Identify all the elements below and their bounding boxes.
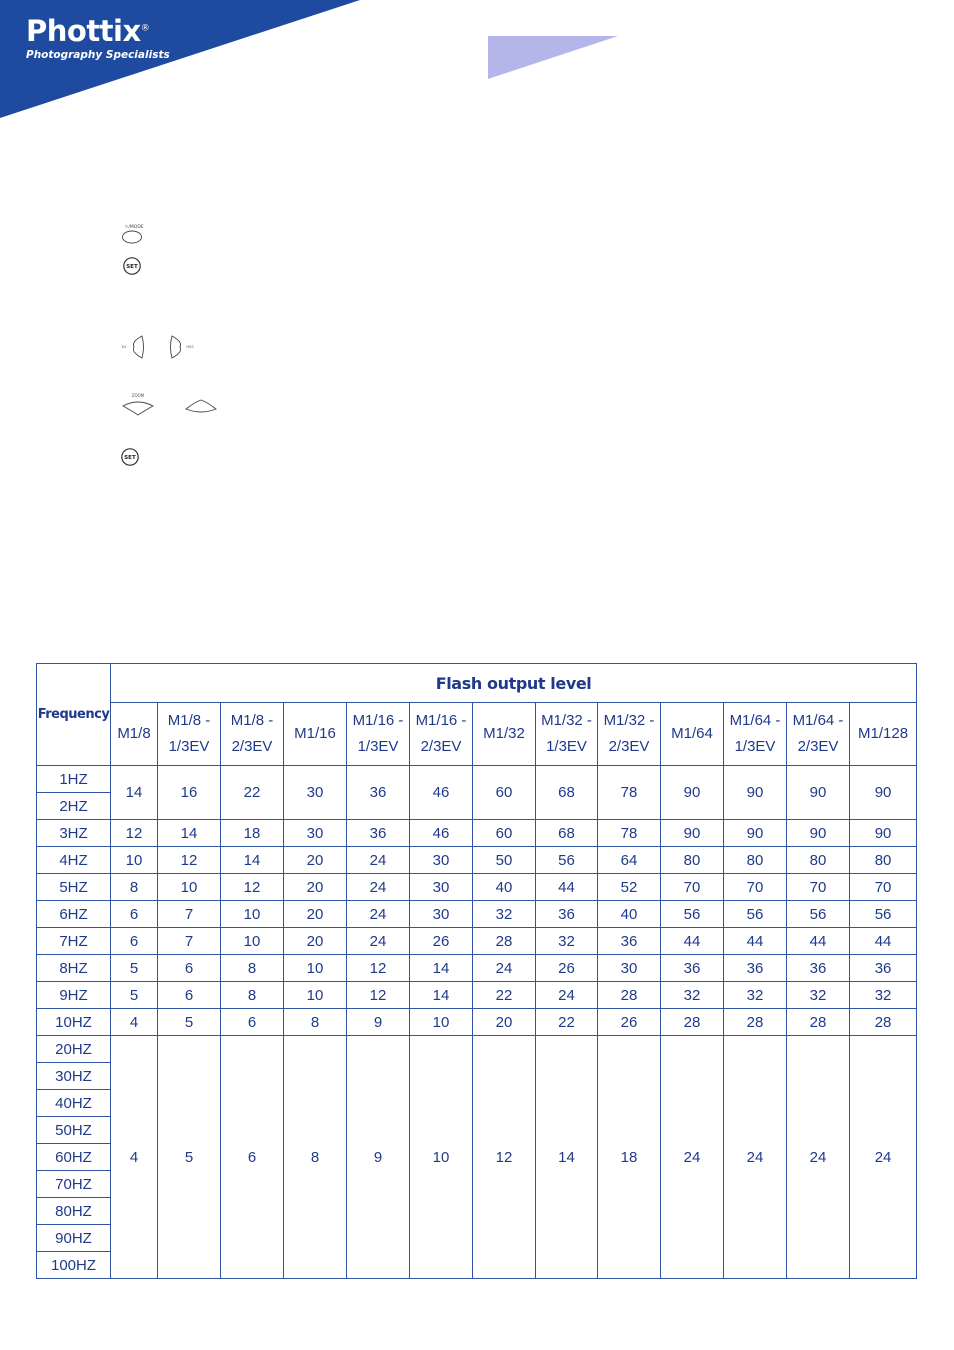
frequency-cell: 2HZ — [37, 793, 111, 820]
value-cell: 90 — [787, 820, 850, 847]
table-row — [37, 901, 917, 928]
frequency-cell: 30HZ — [37, 1063, 111, 1090]
value-cell: 40 — [473, 874, 536, 901]
value-cell: 7 — [158, 901, 221, 928]
value-cell: 80 — [850, 847, 917, 874]
value-cell: 50 — [473, 847, 536, 874]
value-cell: 36 — [661, 955, 724, 982]
value-cell: 20 — [284, 901, 347, 928]
value-cell: 36 — [347, 820, 410, 847]
value-cell: 22 — [473, 982, 536, 1009]
left-arrow-button-icon — [118, 333, 148, 361]
value-cell: 64 — [598, 847, 661, 874]
frequency-cell: 100HZ — [37, 1252, 111, 1279]
frequency-header: Frequency — [37, 664, 111, 766]
table-row — [37, 982, 917, 1009]
value-cell: 10 — [221, 901, 284, 928]
value-cell: 28 — [724, 1009, 787, 1036]
set-button-icon — [122, 256, 142, 276]
value-cell: 60 — [473, 820, 536, 847]
value-cell: 6 — [221, 1036, 284, 1279]
value-cell: 20 — [284, 847, 347, 874]
value-cell: 28 — [598, 982, 661, 1009]
value-cell: 7 — [158, 928, 221, 955]
value-cell: 44 — [724, 928, 787, 955]
table-body — [37, 766, 917, 1279]
value-cell: 6 — [221, 1009, 284, 1036]
value-cell: 26 — [536, 955, 598, 982]
level-header-2 — [221, 703, 284, 766]
level-header-4 — [347, 703, 410, 766]
value-cell: 32 — [536, 928, 598, 955]
table-row — [37, 1009, 917, 1036]
value-cell: 70 — [661, 874, 724, 901]
value-cell: 24 — [724, 1036, 787, 1279]
value-cell: 90 — [661, 766, 724, 820]
value-cell: 24 — [473, 955, 536, 982]
value-cell: 4 — [111, 1009, 158, 1036]
value-cell: 10 — [410, 1036, 473, 1279]
value-cell: 8 — [284, 1009, 347, 1036]
table-row — [37, 820, 917, 847]
value-cell: 44 — [787, 928, 850, 955]
level-header-line: M1/8 - — [230, 712, 274, 729]
level-header-row — [37, 703, 917, 766]
value-cell: 26 — [410, 928, 473, 955]
frequency-cell: 20HZ — [37, 1036, 111, 1063]
value-cell: 4 — [111, 1036, 158, 1279]
value-cell: 24 — [347, 928, 410, 955]
value-cell: 56 — [787, 901, 850, 928]
level-header-line: M1/8 — [117, 725, 151, 742]
brand-tagline: Photography Specialists — [26, 49, 170, 61]
level-header-line: M1/8 - — [167, 712, 211, 729]
level-header-line: 1/3EV — [357, 738, 399, 755]
value-cell: 14 — [536, 1036, 598, 1279]
value-cell: 36 — [850, 955, 917, 982]
zoom-label: ZOOM — [131, 393, 145, 398]
value-cell: 70 — [787, 874, 850, 901]
level-header-9 — [661, 703, 724, 766]
value-cell: 18 — [221, 820, 284, 847]
value-cell: 6 — [111, 901, 158, 928]
hss-label: HSS — [186, 345, 194, 349]
value-cell: 12 — [158, 847, 221, 874]
level-header-line: M1/16 — [294, 725, 336, 742]
value-cell: 24 — [347, 847, 410, 874]
value-cell: 28 — [850, 1009, 917, 1036]
value-cell: 36 — [724, 955, 787, 982]
value-cell: 14 — [111, 766, 158, 820]
value-cell: 20 — [284, 928, 347, 955]
value-cell: 12 — [221, 874, 284, 901]
set-label: SET — [126, 264, 138, 270]
table-row — [37, 874, 917, 901]
value-cell: 12 — [347, 982, 410, 1009]
value-cell: 36 — [598, 928, 661, 955]
value-cell: 20 — [473, 1009, 536, 1036]
value-cell: 10 — [221, 928, 284, 955]
value-cell: 28 — [661, 1009, 724, 1036]
set-label-2: SET — [124, 455, 136, 461]
value-cell: 56 — [536, 847, 598, 874]
mode-label: ☼/MODE — [124, 225, 144, 230]
value-cell: 14 — [221, 847, 284, 874]
value-cell: 6 — [158, 955, 221, 982]
brand-logo[interactable] — [26, 14, 149, 48]
level-header-8 — [598, 703, 661, 766]
value-cell: 8 — [221, 982, 284, 1009]
frequency-cell: 1HZ — [37, 766, 111, 793]
level-header-line: M1/32 - — [603, 712, 655, 729]
value-cell: 24 — [347, 874, 410, 901]
value-cell: 18 — [598, 1036, 661, 1279]
value-cell: 60 — [473, 766, 536, 820]
frequency-cell: 9HZ — [37, 982, 111, 1009]
level-header-line: 2/3EV — [797, 738, 839, 755]
set-button-icon-2 — [120, 447, 140, 467]
value-cell: 9 — [347, 1009, 410, 1036]
frequency-cell: 40HZ — [37, 1090, 111, 1117]
level-header-line: 2/3EV — [608, 738, 650, 755]
level-header-11 — [787, 703, 850, 766]
value-cell: 52 — [598, 874, 661, 901]
value-cell: 46 — [410, 820, 473, 847]
ev-label: EV — [121, 345, 127, 349]
value-cell: 24 — [850, 1036, 917, 1279]
level-header-line: 1/3EV — [734, 738, 776, 755]
table-row — [37, 847, 917, 874]
value-cell: 78 — [598, 820, 661, 847]
level-header-line: M1/16 - — [415, 712, 467, 729]
value-cell: 46 — [410, 766, 473, 820]
level-header-line: 1/3EV — [546, 738, 587, 755]
value-cell: 10 — [284, 982, 347, 1009]
frequency-cell: 4HZ — [37, 847, 111, 874]
table-row — [37, 1036, 917, 1063]
value-cell: 30 — [410, 901, 473, 928]
frequency-cell: 3HZ — [37, 820, 111, 847]
flash-output-table — [36, 663, 917, 1279]
value-cell: 6 — [158, 982, 221, 1009]
value-cell: 30 — [284, 766, 347, 820]
value-cell: 24 — [787, 1036, 850, 1279]
value-cell: 24 — [536, 982, 598, 1009]
up-zoom-button-icon — [120, 391, 156, 417]
value-cell: 28 — [787, 1009, 850, 1036]
value-cell: 22 — [221, 766, 284, 820]
value-cell: 12 — [111, 820, 158, 847]
value-cell: 32 — [473, 901, 536, 928]
value-cell: 44 — [661, 928, 724, 955]
level-header-line: M1/64 - — [792, 712, 844, 729]
value-cell: 32 — [661, 982, 724, 1009]
value-cell: 36 — [536, 901, 598, 928]
value-cell: 56 — [661, 901, 724, 928]
level-header-0 — [111, 703, 158, 766]
value-cell: 10 — [111, 847, 158, 874]
value-cell: 32 — [724, 982, 787, 1009]
value-cell: 16 — [158, 766, 221, 820]
level-header-7 — [536, 703, 598, 766]
frequency-cell: 50HZ — [37, 1117, 111, 1144]
value-cell: 44 — [850, 928, 917, 955]
frequency-cell: 10HZ — [37, 1009, 111, 1036]
level-header-3 — [284, 703, 347, 766]
value-cell: 90 — [787, 766, 850, 820]
level-header-line: M1/32 — [483, 725, 525, 742]
value-cell: 36 — [787, 955, 850, 982]
value-cell: 30 — [410, 874, 473, 901]
frequency-cell: 6HZ — [37, 901, 111, 928]
level-header-6 — [473, 703, 536, 766]
right-arrow-button-icon — [168, 333, 198, 361]
value-cell: 80 — [661, 847, 724, 874]
value-cell: 5 — [111, 955, 158, 982]
value-cell: 30 — [284, 820, 347, 847]
level-header-line: M1/64 — [671, 725, 713, 742]
value-cell: 56 — [724, 901, 787, 928]
value-cell: 68 — [536, 820, 598, 847]
value-cell: 56 — [850, 901, 917, 928]
value-cell: 12 — [473, 1036, 536, 1279]
value-cell: 5 — [158, 1036, 221, 1279]
value-cell: 90 — [661, 820, 724, 847]
value-cell: 44 — [536, 874, 598, 901]
frequency-cell: 8HZ — [37, 955, 111, 982]
value-cell: 28 — [473, 928, 536, 955]
value-cell: 32 — [850, 982, 917, 1009]
value-cell: 14 — [410, 982, 473, 1009]
value-cell: 8 — [221, 955, 284, 982]
value-cell: 8 — [111, 874, 158, 901]
level-header-line: M1/32 - — [541, 712, 592, 729]
value-cell: 70 — [724, 874, 787, 901]
value-cell: 24 — [347, 901, 410, 928]
value-cell: 10 — [410, 1009, 473, 1036]
value-cell: 30 — [598, 955, 661, 982]
value-cell: 80 — [724, 847, 787, 874]
value-cell: 5 — [158, 1009, 221, 1036]
level-header-line: M1/128 — [858, 725, 909, 742]
level-header-line: 2/3EV — [420, 738, 462, 755]
value-cell: 8 — [284, 1036, 347, 1279]
level-header-line: 1/3EV — [168, 738, 210, 755]
level-header-12 — [850, 703, 917, 766]
value-cell: 14 — [158, 820, 221, 847]
value-cell: 26 — [598, 1009, 661, 1036]
frequency-cell: 70HZ — [37, 1171, 111, 1198]
flash-output-header: Flash output level — [111, 664, 917, 703]
value-cell: 90 — [724, 820, 787, 847]
registered-mark: ® — [140, 23, 150, 34]
level-header-line: 2/3EV — [231, 738, 273, 755]
accent-shape — [488, 36, 620, 80]
value-cell: 90 — [850, 766, 917, 820]
frequency-cell: 7HZ — [37, 928, 111, 955]
frequency-cell: 80HZ — [37, 1198, 111, 1225]
logo-name: Phottix — [26, 14, 141, 48]
value-cell: 68 — [536, 766, 598, 820]
value-cell: 70 — [850, 874, 917, 901]
frequency-cell: 60HZ — [37, 1144, 111, 1171]
value-cell: 90 — [850, 820, 917, 847]
table-row — [37, 766, 917, 793]
level-header-1 — [158, 703, 221, 766]
value-cell: 22 — [536, 1009, 598, 1036]
value-cell: 80 — [787, 847, 850, 874]
level-header-10 — [724, 703, 787, 766]
value-cell: 5 — [111, 982, 158, 1009]
value-cell: 40 — [598, 901, 661, 928]
level-header-line: M1/16 - — [352, 712, 404, 729]
value-cell: 12 — [347, 955, 410, 982]
value-cell: 32 — [787, 982, 850, 1009]
value-cell: 6 — [111, 928, 158, 955]
level-header-line: M1/64 - — [729, 712, 781, 729]
frequency-cell: 90HZ — [37, 1225, 111, 1252]
value-cell: 10 — [284, 955, 347, 982]
value-cell: 36 — [347, 766, 410, 820]
mode-button-icon — [119, 222, 149, 246]
value-cell: 14 — [410, 955, 473, 982]
table-row — [37, 955, 917, 982]
value-cell: 30 — [410, 847, 473, 874]
value-cell: 10 — [158, 874, 221, 901]
value-cell: 78 — [598, 766, 661, 820]
frequency-cell: 5HZ — [37, 874, 111, 901]
down-button-icon — [183, 397, 219, 419]
level-header-5 — [410, 703, 473, 766]
value-cell: 90 — [724, 766, 787, 820]
table-row — [37, 928, 917, 955]
value-cell: 20 — [284, 874, 347, 901]
value-cell: 9 — [347, 1036, 410, 1279]
value-cell: 24 — [661, 1036, 724, 1279]
